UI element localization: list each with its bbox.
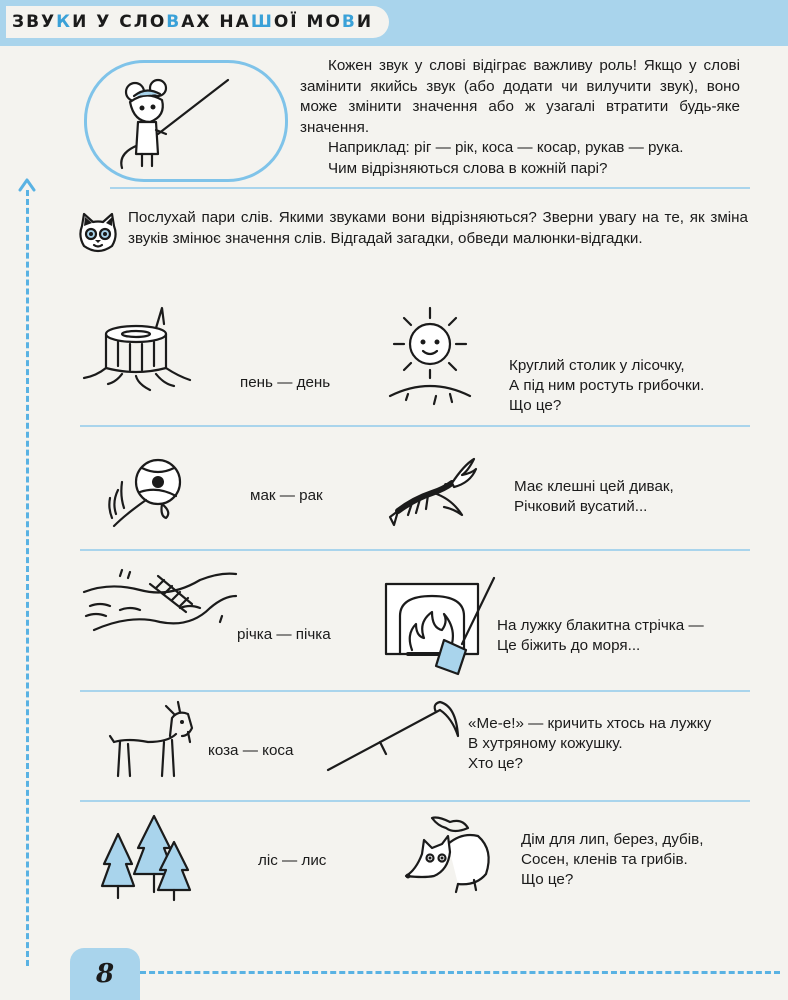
poppy-flower-icon bbox=[96, 452, 192, 530]
riddle-mushroom bbox=[509, 356, 704, 416]
riddle-line: Річковий вусатий... bbox=[514, 498, 648, 515]
riddle-line: Що це? bbox=[509, 397, 562, 414]
word-pair-koza-kosa: коза — коса bbox=[208, 742, 294, 759]
word-pair-lis-lys: ліс — лис bbox=[258, 852, 327, 869]
row-separator bbox=[80, 549, 750, 551]
page-number-tab bbox=[70, 948, 140, 1000]
riddle-line: Має клешні цей дивак, bbox=[514, 478, 674, 495]
riddle-crayfish bbox=[514, 477, 674, 517]
page-title bbox=[12, 12, 373, 32]
intro-paragraph: Кожен звук у слові відіграє важливу роль! Якщо у слові замінити якийсь звук (або додати чи вилучити звук), воно може змінити значення або ж узагалі втратити будь-яке значення. bbox=[300, 57, 740, 136]
riddle-forest bbox=[521, 830, 703, 890]
title-part: В bbox=[341, 12, 357, 32]
riddle-line: Круглий столик у лісочку, bbox=[509, 357, 685, 374]
title-part: ЗВУ bbox=[12, 12, 57, 32]
riddle-line: Це біжить до моря... bbox=[497, 637, 641, 654]
row-separator bbox=[80, 800, 750, 802]
bottom-dashed-border bbox=[140, 971, 780, 974]
riddle-line: На лужку блакитна стрічка — bbox=[497, 617, 704, 634]
cat-face-icon bbox=[76, 212, 120, 256]
intro-separator bbox=[110, 187, 750, 189]
riddle-line: Сосен, кленів та грибів. bbox=[521, 851, 688, 868]
intro-text bbox=[300, 56, 740, 179]
title-part: ОЇ МО bbox=[273, 12, 342, 32]
oven-with-shovel-icon bbox=[382, 574, 500, 678]
title-part: И У СЛО bbox=[72, 12, 167, 32]
riddle-line: В хутряному кожушку. bbox=[468, 735, 623, 752]
riddle-river bbox=[497, 616, 704, 656]
task-instruction bbox=[128, 208, 748, 249]
title-part: И bbox=[356, 12, 374, 32]
word-pair-mak-rak: мак — рак bbox=[250, 487, 323, 504]
title-part: К bbox=[56, 12, 73, 32]
task-instruction-text: Послухай пари слів. Якими звуками вони відрізняються? Зверни увагу на те, як зміна звуків змінює значення слів. Відгадай загадки, обведи малюнки-відгадки. bbox=[128, 209, 748, 247]
river-with-bridge-icon bbox=[80, 568, 240, 648]
row-separator bbox=[80, 425, 750, 427]
fox-icon bbox=[402, 814, 498, 894]
riddle-goat bbox=[468, 714, 711, 774]
riddle-line: Хто це? bbox=[468, 755, 524, 772]
riddle-line: А під ним ростуть грибочки. bbox=[509, 377, 705, 394]
riddle-line: Що це? bbox=[521, 871, 574, 888]
intro-question: Чим відрізняються слова в кожній парі? bbox=[328, 159, 608, 177]
intro-example: Наприклад: ріг — рік, коса — косар, рукав — рука. bbox=[328, 139, 684, 156]
mouse-with-pointer-icon bbox=[100, 64, 240, 176]
page-number: 8 bbox=[95, 959, 115, 989]
goat-icon bbox=[108, 700, 200, 780]
tree-stump-icon bbox=[78, 304, 196, 394]
left-dashed-border bbox=[26, 190, 29, 966]
sun-icon bbox=[386, 304, 474, 406]
header-title-box bbox=[6, 6, 389, 38]
word-pair-richka-pichka: річка — пічка bbox=[237, 626, 331, 643]
word-pair-pen-den: пень — день bbox=[240, 374, 331, 391]
title-part: Ш bbox=[250, 12, 274, 32]
row-separator bbox=[80, 690, 750, 692]
scythe-icon bbox=[322, 696, 462, 776]
riddle-line: «Ме-е!» — кричить хтось на лужку bbox=[468, 715, 712, 732]
fir-forest-icon bbox=[98, 812, 194, 902]
riddle-line: Дім для лип, берез, дубів, bbox=[521, 831, 704, 848]
arrow-up-icon bbox=[16, 176, 38, 194]
title-part: В bbox=[166, 12, 182, 32]
title-part: АХ НА bbox=[181, 12, 251, 32]
crayfish-icon bbox=[384, 455, 480, 529]
